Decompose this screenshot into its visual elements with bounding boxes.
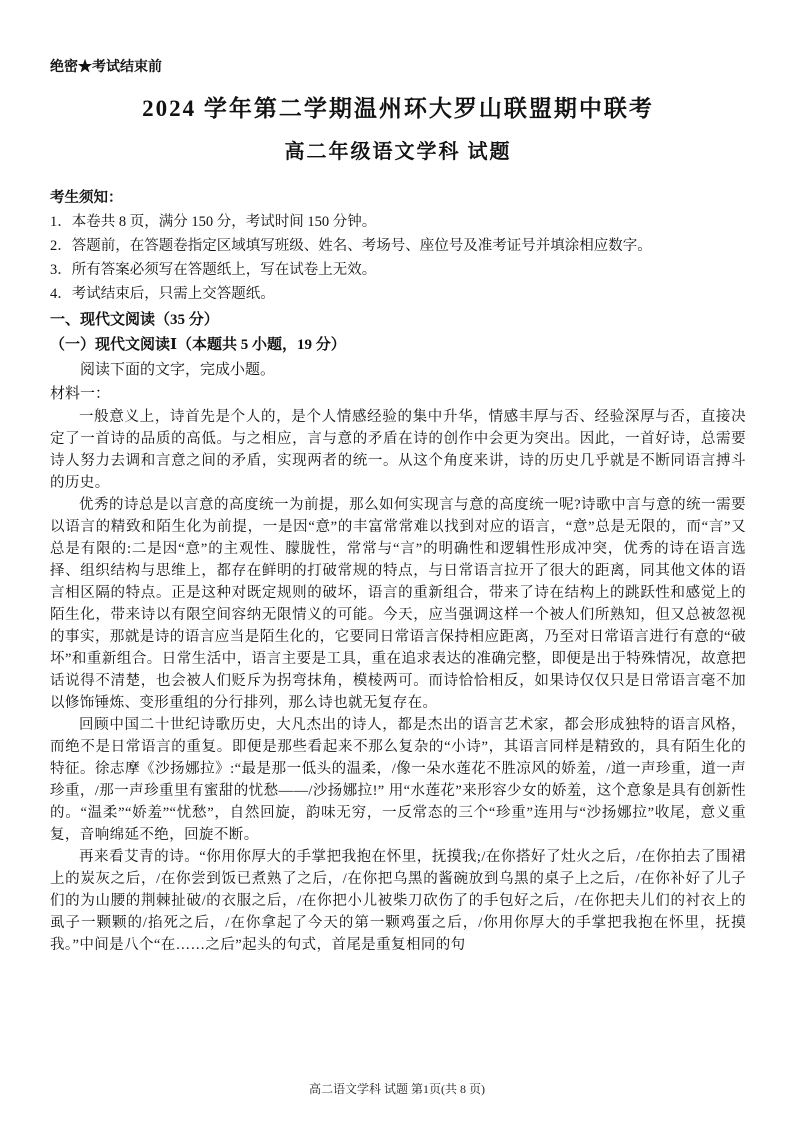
candidate-notice	[50, 186, 746, 306]
notice-item: 2．答题前，在答题卷指定区域填写班级、姓名、考场号、座位号及准考证号并填涂相应数字。	[50, 238, 652, 254]
classification-label: 绝密★考试结束前	[50, 60, 162, 75]
body-paragraph: 优秀的诗总是以言意的高度统一为前提，那么如何实现言与意的高度统一呢?诗歌中言与意的统一需要以语言的精致和陌生化为前提，一是因“意”的丰富常常难以找到对应的语言，“意”总是无限的，而“言”又总是有限的:二是因“意”的主观性、朦胧性，常常与“言”的明确性和逻辑性形成冲突，优秀的诗在语言选择、组织结构与思维上，都存在鲜明的打破常规的特点，与日常语言拉开了很大的距离，同其他文体的语言相区隔的特点。正是这种对既定规则的破坏，语言的重新组合，带来了诗在结构上的跳跃性和感觉上的陌生化，带来诗以有限空间容纳无限情义的可能。今天，应当强调这样一个被人们所熟知，但又总被忽视的事实，那就是诗的语言应当是陌生化的，它要同日常语言保持相应距离，乃至对日常语言进行有意的“破坏”和重新组合。日常生活中，语言主要是工具，重在追求表达的准确完整，即便是出于特殊情况，故意把话说得不清楚，也会被人们贬斥为拐弯抹角，模棱两可。而诗恰恰相反，如果诗仅仅只是日常语言毫不加以修饰锤炼、变形重组的分行排列，那么诗也就无复存在。	[50, 497, 746, 711]
exam-title: 2024 学年第二学期温州环大罗山联盟期中联考	[142, 96, 654, 121]
exam-subtitle: 高二年级语文学科 试题	[284, 141, 512, 163]
body-paragraph: 回顾中国二十世纪诗歌历史，大凡杰出的诗人，都是杰出的语言艺术家，都会形成独特的语言风格，而绝不是日常语言的重复。即便是那些看起来不那么复杂的“小诗”，其语言同样是精致的，具有陌生化的特征。徐志摩《沙扬娜拉》:“最是那一低头的温柔，/像一朵水莲花不胜凉风的娇羞，/道一声珍重，道一声珍重，/那一声珍重里有蜜甜的忧愁——/沙扬娜拉!” 用“水莲花”来形容少女的娇羞，这个意象是具有创新性的。“温柔”“娇羞”“忧愁”，自然回旋，韵味无穷，一反常态的三个“珍重”连用与“沙扬娜拉”收尾，意义重复，音响绵延不绝，回旋不断。	[50, 717, 746, 843]
reading-instruction: 阅读下面的文字，完成小题。	[80, 362, 276, 378]
material-one-label: 材料一：	[50, 386, 111, 402]
body-paragraph: 一般意义上，诗首先是个人的，是个人情感经验的集中升华，情感丰厚与否、经验深厚与否，直接决定了一首诗的品质的高低。与之相应，言与意的矛盾在诗的创作中会更为突出。因此，一首好诗，总需要诗人努力去调和言意之间的矛盾，实现两者的统一。从这个角度来讲，诗的历史几乎就是不断同语言搏斗的历史。	[50, 409, 746, 491]
page-footer: 高二语文学科 试题 第1页(共 8 页)	[309, 1082, 485, 1096]
notice-item: 4．考试结束后，只需上交答题纸。	[50, 286, 275, 302]
body-paragraph: 再来看艾青的诗。“你用你厚大的手掌把我抱在怀里，抚摸我;/在你搭好了灶火之后，/在你拍去了围裙上的炭灰之后，/在你尝到饭已煮熟了之后，/在你把乌黑的酱碗放到乌黑的桌子上之后，/在你补好了儿子们的为山腰的荆棘扯破/的衣服之后，/在你把小儿被柴刀砍伤了的手包好之后，/在你把夫儿们的衬衣上的虱子一颗颗的/掐死之后，/在你拿起了今天的第一颗鸡蛋之后，/你用你厚大的手掌把我抱在怀里，抚摸我。”中间是八个“在……之后”起头的句式，首尾是重复相同的句	[50, 849, 747, 953]
section-heading-modern-reading: 一、现代文阅读（35 分）	[50, 312, 219, 328]
notice-item: 3．所有答案必须写在答题纸上，写在试卷上无效。	[50, 262, 377, 278]
notice-item: 1．本卷共 8 页，满分 150 分，考试时间 150 分钟。	[50, 214, 377, 230]
notice-heading: 考生须知：	[50, 190, 123, 206]
subsection-heading-reading-1: （一）现代文阅读Ⅰ（本题共 5 小题，19 分）	[50, 337, 346, 353]
